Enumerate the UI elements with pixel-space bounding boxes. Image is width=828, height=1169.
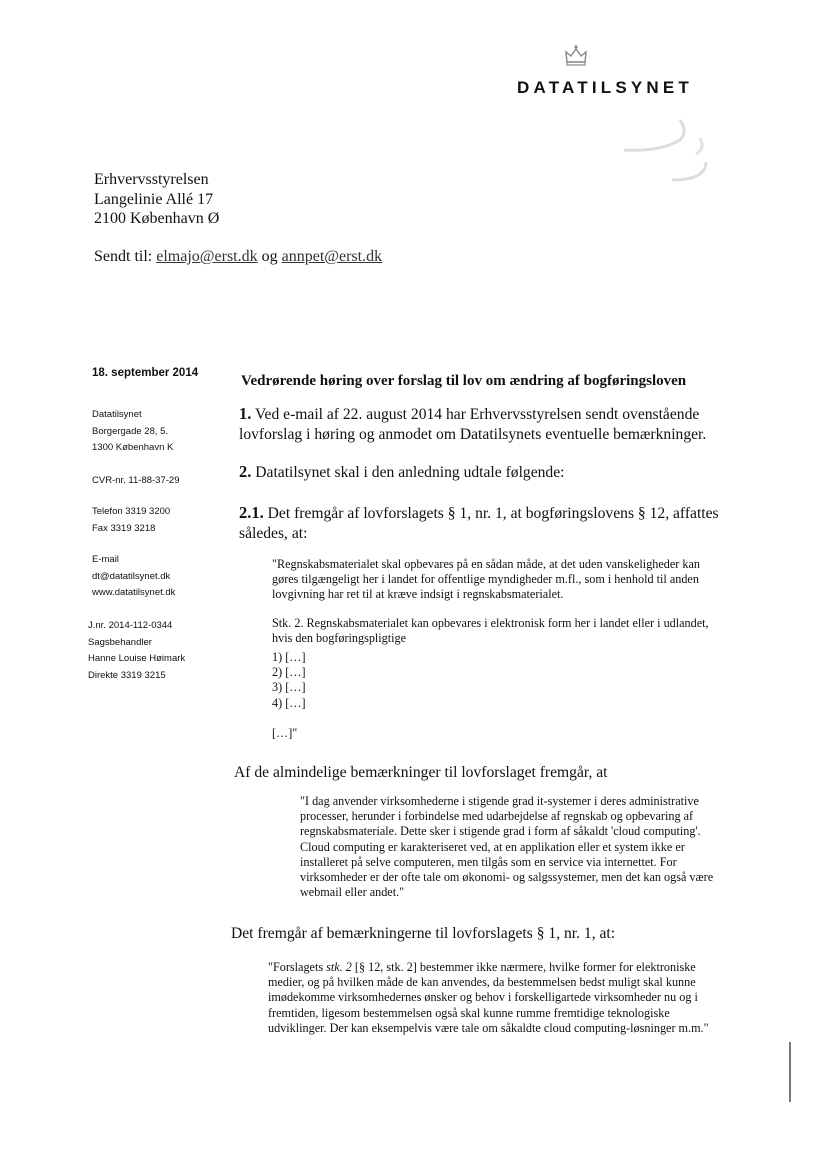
connector-text: og [261,248,278,265]
letter-subject: Vedrørende høring over forslag til lov om ændring af bogføringsloven [241,373,687,389]
caseworker-name: Hanne Louise Høimark [88,653,186,664]
quote-3-prefix: "Forslagets [268,960,327,974]
recipient-line: Langelinie Allé 17 [94,190,214,208]
email-label: E-mail [92,554,119,565]
sender-address [92,407,173,457]
sent-to-label: Sendt til: [94,248,153,265]
sender-city: 1300 København K [92,442,174,453]
scan-edge-mark [789,1042,791,1102]
quote-2: "I dag anvender virksomhederne i stigende grad it-systemer i deres administrative processer, herunder i forbindelse med udarbejdelse af regnskab og opbevaring af regnskabsmateriale. Dette sker i stigende grad i form af såkaldt 'cloud computing'. Cloud computing er karakteriseret ved, at en applikation eller et system ikke er installeret på selve computeren, men tilgås som en service via internettet. For virksomheder er der ofte tale om økonomi- og salgssystemer, men det kan også være webmail eller andet." [300,794,714,900]
fax-number: Fax 3319 3218 [92,522,156,534]
website: www.datatilsynet.dk [92,587,176,598]
paragraph-number: 1. [239,404,252,423]
quote-1-end: […]" [272,726,298,740]
phone-number: Telefon 3319 3200 [92,506,171,517]
paragraph-number: 2.1. [239,503,264,522]
quote-3-emphasis: stk. 2 [326,960,352,974]
brand-name: DATATILSYNET [517,78,693,97]
list-item: 1) […] [272,650,306,664]
letter-date: 18. september 2014 [92,367,199,379]
sent-to-line [94,248,382,266]
sender-org: Datatilsynet [92,409,142,420]
list-item: 3) […] [272,680,306,695]
paragraph-text: Det fremgår af lovforslagets § 1, nr. 1, at bogføringslovens § 12, affattes således, at: [239,505,719,542]
case-block [88,618,185,684]
intro-remarks-2: Det fremgår af bemærkningerne til lovforslagets § 1, nr. 1, at: [231,925,616,942]
quote-1-items [272,650,306,711]
phone-block [92,504,170,537]
paragraph-2 [239,462,739,483]
cvr-number: CVR-nr. 11-88-37-29 [92,475,180,486]
intro-remarks-1: Af de almindelige bemærkninger til lovforslaget fremgår, at [234,764,608,781]
email-link-1[interactable]: elmajo@erst.dk [156,248,258,265]
contact-block [92,552,175,602]
paragraph-1 [239,404,739,445]
contact-email: dt@datatilsynet.dk [92,570,171,582]
quote-3-text: [§ 12, stk. 2] bestemmer ikke nærmere, hvilke former for elektroniske medier, og på hvilken måde de kan anvendes, da bestemmelsen bedst muligt skal kunne imødekomme virksomhedernes ønsker og behov i forskelligartede virksomheder nu og i fremtiden, ligesom bestemmelsen også skal kunne rumme fremtidige teknologiske udviklinger. Der kan eksempelvis være tale om såkaldte cloud computing-løsninger m.m." [268,960,709,1035]
journal-number: J.nr. 2014-112-0344 [88,620,173,631]
quote-3 [268,960,718,1036]
email-link-2[interactable]: annpet@erst.dk [281,248,383,265]
caseworker-label: Sagsbehandler [88,636,152,648]
paragraph-text: Ved e-mail af 22. august 2014 har Erhvervsstyrelsen sendt ovenstående lovforslag i høring og anmodet om Datatilsynets eventuelle bemærkninger. [239,406,707,443]
quote-1-part-b: Stk. 2. Regnskabsmaterialet kan opbevares i elektronisk form her i landet eller i udlandet, hvis den bogføringspligtige [272,616,709,646]
recipient-line: Erhvervsstyrelsen [94,171,209,188]
crown-logo-icon [563,43,589,69]
direct-phone: Direkte 3319 3215 [88,669,166,681]
list-item: 4) […] [272,695,306,710]
paragraph-text: Datatilsynet skal i den anledning udtale følgende: [255,464,565,481]
paragraph-number: 2. [239,462,252,481]
recipient-address [94,170,219,229]
recipient-line: 2100 København Ø [94,210,220,227]
quote-1-part-a: "Regnskabsmaterialet skal opbevares på en sådan måde, at det uden vanskeligheder kan gøres tilgængeligt her i landet for offentlige myndigheder m.fl., som i henhold til anden lovgivning har ret til at kræve indsigt i regnskabsmaterialet. [272,557,700,602]
stamp-mark-icon [610,108,720,188]
list-item: 2) […] [272,665,306,680]
sender-street: Borgergade 28, 5. [92,425,169,437]
paragraph-2-1 [239,503,739,544]
